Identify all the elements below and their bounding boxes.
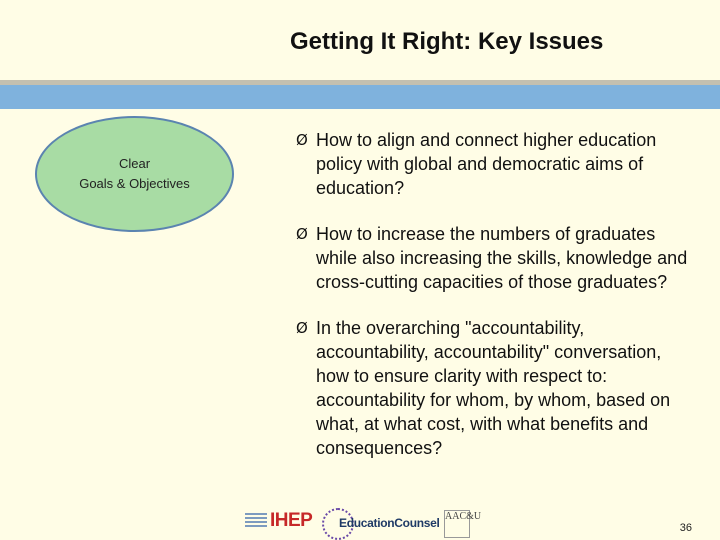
ihep-logo-text: IHEP [270, 510, 313, 531]
list-item [296, 222, 696, 294]
bullet-text: How to align and connect higher education policy with global and democratic aims of education? [316, 130, 657, 198]
aacu-logo: AAC&U [444, 510, 470, 538]
ihep-logo [245, 510, 312, 532]
issue-list [296, 128, 696, 482]
footer-logos [240, 508, 540, 540]
list-item [296, 128, 696, 200]
arrow-bullet-icon: Ø [296, 319, 308, 337]
oval-line-2: Goals & Objectives [79, 176, 190, 191]
list-item [296, 316, 696, 460]
page-number: 36 [679, 522, 692, 534]
arrow-bullet-icon: Ø [296, 225, 308, 243]
bullet-text: How to increase the numbers of graduates while also increasing the skills, knowledge and cross-cutting capacities of those graduates? [316, 224, 688, 292]
slide-title: Getting It Right: Key Issues [290, 28, 604, 55]
arrow-bullet-icon: Ø [296, 131, 308, 149]
education-counsel-logo: EducationCounsel [339, 516, 440, 530]
ihep-stripes-icon [245, 513, 267, 527]
header-band [0, 85, 720, 109]
bullet-text: In the overarching "accountability, accountability, accountability" conversation, how to ensure clarity with respect to: accountability for whom, by whom, based on what, at what cost, with what benefits and consequences? [316, 318, 671, 458]
goals-oval [35, 116, 234, 232]
oval-line-1: Clear [118, 156, 151, 171]
